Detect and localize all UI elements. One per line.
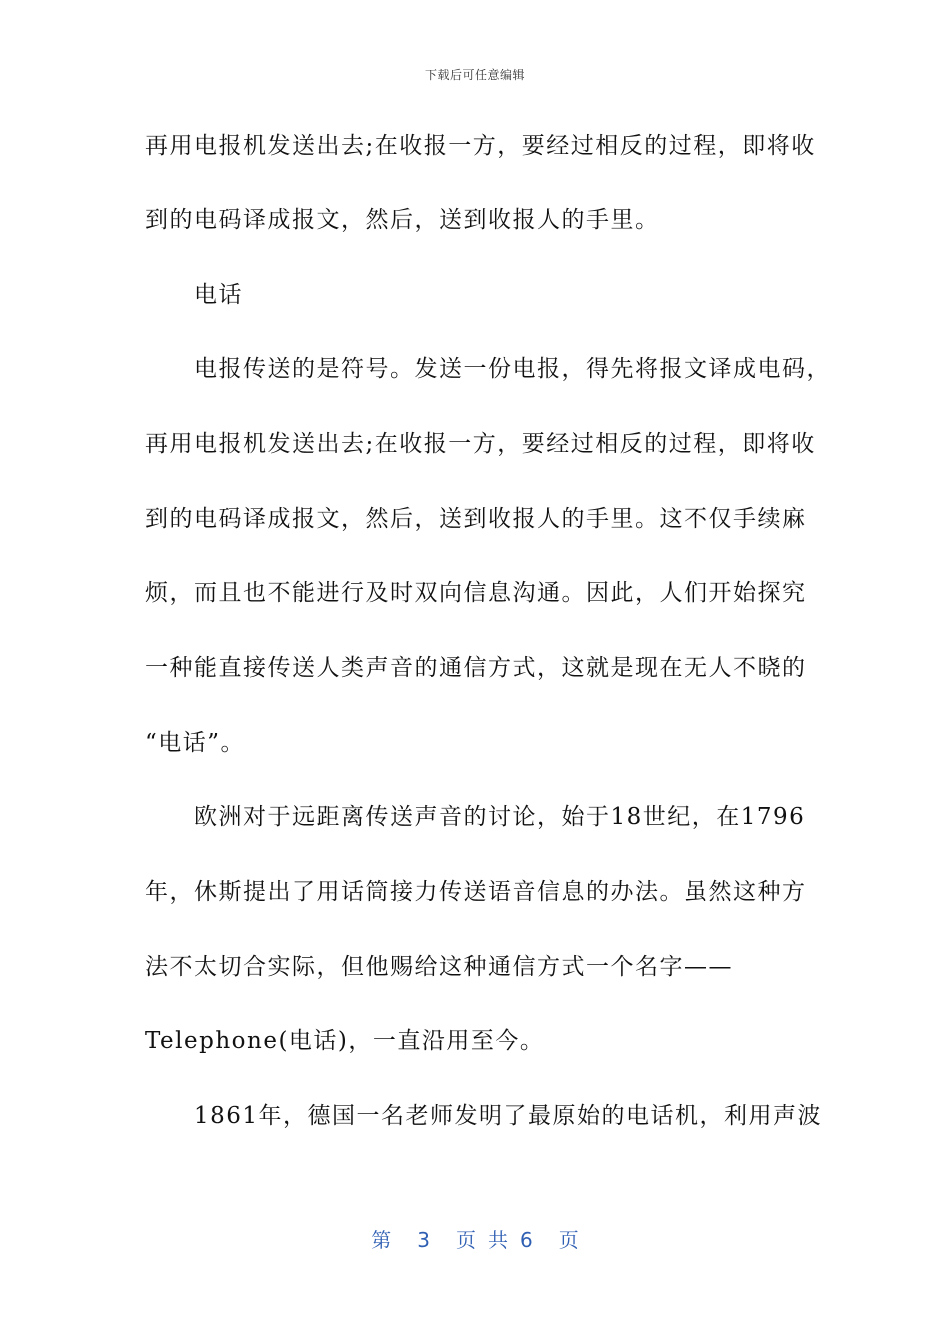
footer-current-page: 3 (417, 1228, 430, 1252)
footer-ye: 页 (456, 1228, 476, 1252)
text-line-11: 年，休斯提出了用话筒接力传送语音信息的办法。虽然这种方 (145, 879, 807, 905)
text-line-2: 到的电码译成报文，然后，送到收报人的手里。 (145, 207, 660, 233)
text-line-10: 欧洲对于远距离传送声音的讨论，始于18世纪，在1796 (194, 804, 806, 830)
footer-total-pages: 6 (520, 1228, 533, 1252)
text-line-13: Telephone(电话)，一直沿用至今。 (145, 1028, 545, 1054)
footer-di: 第 (371, 1228, 392, 1252)
page-header-note: 下载后可任意编辑 (424, 68, 525, 82)
footer-ye2: 页 (558, 1228, 579, 1252)
text-line-14: 1861年，德国一名老师发明了最原始的电话机，利用声波 (194, 1103, 823, 1129)
section-heading-telephone: 电话 (194, 282, 243, 308)
footer-gong: 共 (488, 1228, 508, 1252)
text-line-5: 再用电报机发送出去;在收报一方，要经过相反的过程，即将收 (145, 431, 816, 457)
text-line-9: “电话”。 (145, 730, 246, 756)
text-line-1: 再用电报机发送出去;在收报一方，要经过相反的过程，即将收 (145, 133, 816, 159)
text-line-8: 一种能直接传送人类声音的通信方式，这就是现在无人不晓的 (145, 655, 807, 681)
text-line-7: 烦，而且也不能进行及时双向信息沟通。因此，人们开始探究 (145, 580, 807, 606)
text-line-12: 法不太切合实际，但他赐给这种通信方式一个名字—— (145, 954, 733, 980)
text-line-6: 到的电码译成报文，然后，送到收报人的手里。这不仅手续麻 (145, 506, 807, 532)
text-line-4: 电报传送的是符号。发送一份电报，得先将报文译成电码， (194, 356, 831, 382)
page-number-footer (0, 1224, 950, 1253)
